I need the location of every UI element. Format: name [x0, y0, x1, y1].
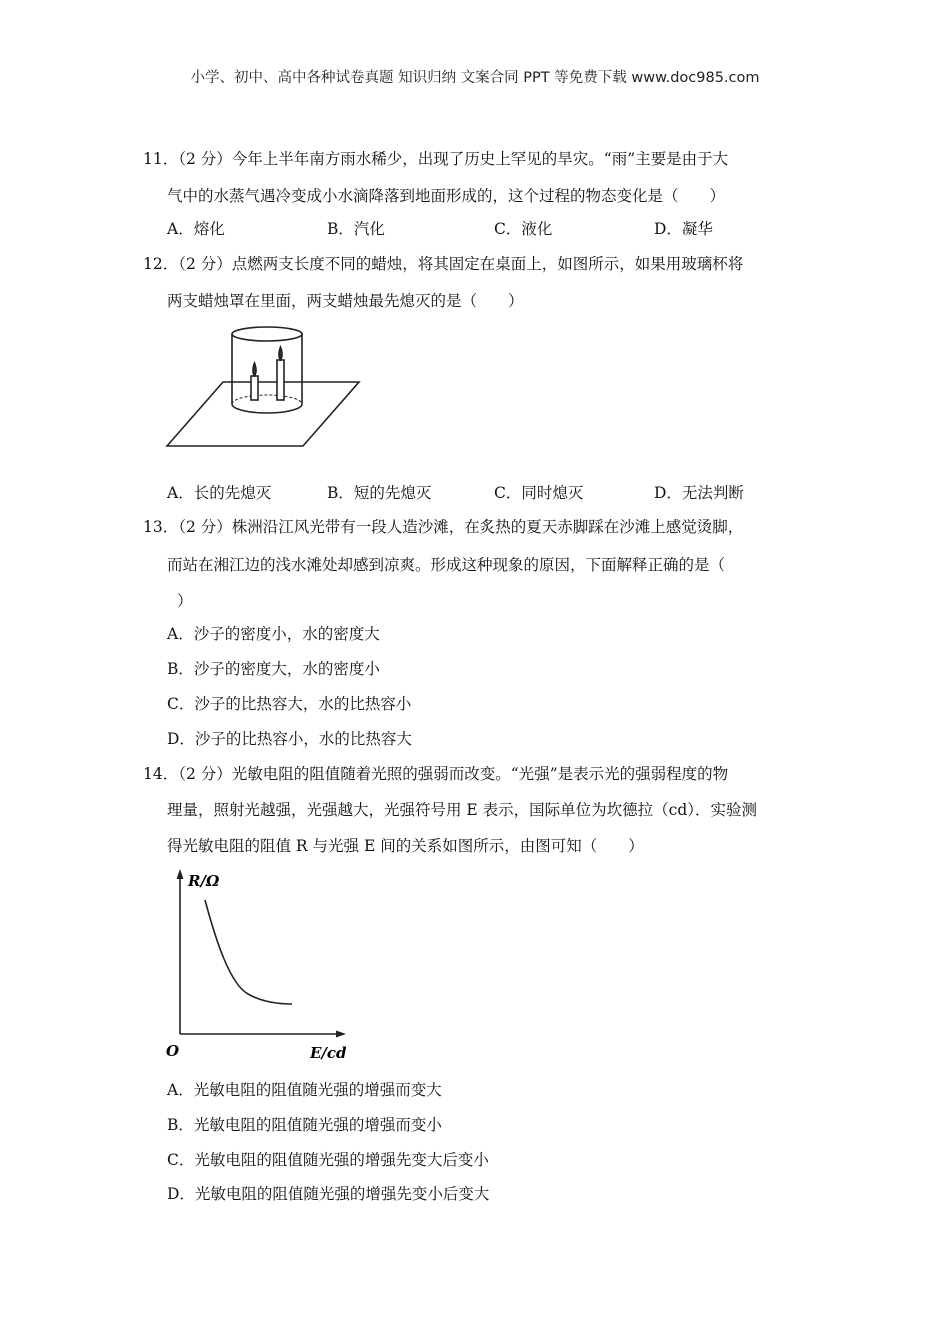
q14-line3: 得光敏电阻的阻值 R 与光强 E 间的关系如图所示，由图可知（ ）	[167, 837, 644, 855]
q13-option-a: A．沙子的密度小，水的密度大	[167, 625, 380, 643]
q14-option-b: B．光敏电阻的阻值随光强的增强而变小	[167, 1116, 442, 1134]
q13-option-d: D．沙子的比热容小，水的比热容大	[167, 730, 412, 748]
q11-line1: 11．（2 分）今年上半年南方雨水稀少，出现了历史上罕见的旱灾。“雨”主要是由于大	[143, 150, 729, 168]
origin-label: O	[166, 1042, 180, 1060]
q12-line1: 12．（2 分）点燃两支长度不同的蜡烛，将其固定在桌面上，如图所示，如果用玻璃杯将	[143, 255, 744, 273]
q13-line1: 13．（2 分）株洲沿江风光带有一段人造沙滩，在炙热的夏天赤脚踩在沙滩上感觉烫脚，	[143, 518, 744, 536]
q11-option-a: A．熔化	[167, 220, 225, 238]
q11-line2: 气中的水蒸气遇冷变成小水滴降落到地面形成的，这个过程的物态变化是（ ）	[167, 187, 726, 205]
page-header: 小学、初中、高中各种试卷真题 知识归纳 文案合同 PPT 等免费下载 www.doc985.com	[190, 70, 760, 86]
q13-option-c: C．沙子的比热容大，水的比热容小	[167, 695, 412, 713]
q14-line2: 理量，照射光越强，光强越大，光强符号用 E 表示，国际单位为坎德拉（cd）．实验测	[167, 801, 758, 819]
q12-option-b: B．短的先熄灭	[327, 484, 432, 502]
q14-line1: 14．（2 分）光敏电阻的阻值随着光照的强弱而改变。“光强”是表示光的强弱程度的物	[143, 765, 729, 783]
q12-line2: 两支蜡烛罩在里面，两支蜡烛最先熄灭的是（ ）	[167, 292, 524, 310]
q14-option-a: A．光敏电阻的阻值随光强的增强而变大	[167, 1081, 442, 1099]
resistance-light-graph	[160, 866, 360, 1066]
y-axis-label: R/Ω	[188, 872, 220, 890]
q13-option-b: B．沙子的密度大，水的密度小	[167, 660, 380, 678]
q12-option-c: C．同时熄灭	[494, 484, 584, 502]
q14-option-c: C．光敏电阻的阻值随光强的增强先变大后变小	[167, 1151, 489, 1169]
x-axis-label: E/cd	[310, 1044, 347, 1062]
q14-option-d: D．光敏电阻的阻值随光强的增强先变小后变大	[167, 1185, 490, 1203]
q12-option-d: D．无法判断	[654, 484, 744, 502]
candle-glass-figure	[165, 318, 365, 453]
q12-option-a: A．长的先熄灭	[167, 484, 272, 502]
q13-line2: 而站在湘江边的浅水滩处却感到凉爽。形成这种现象的原因，下面解释正确的是（	[167, 556, 726, 574]
q11-option-b: B．汽化	[327, 220, 385, 238]
r-e-curve	[205, 900, 292, 1004]
q11-option-d: D．凝华	[654, 220, 713, 238]
q11-option-c: C．液化	[494, 220, 553, 238]
q13-line3: ）	[177, 592, 193, 610]
